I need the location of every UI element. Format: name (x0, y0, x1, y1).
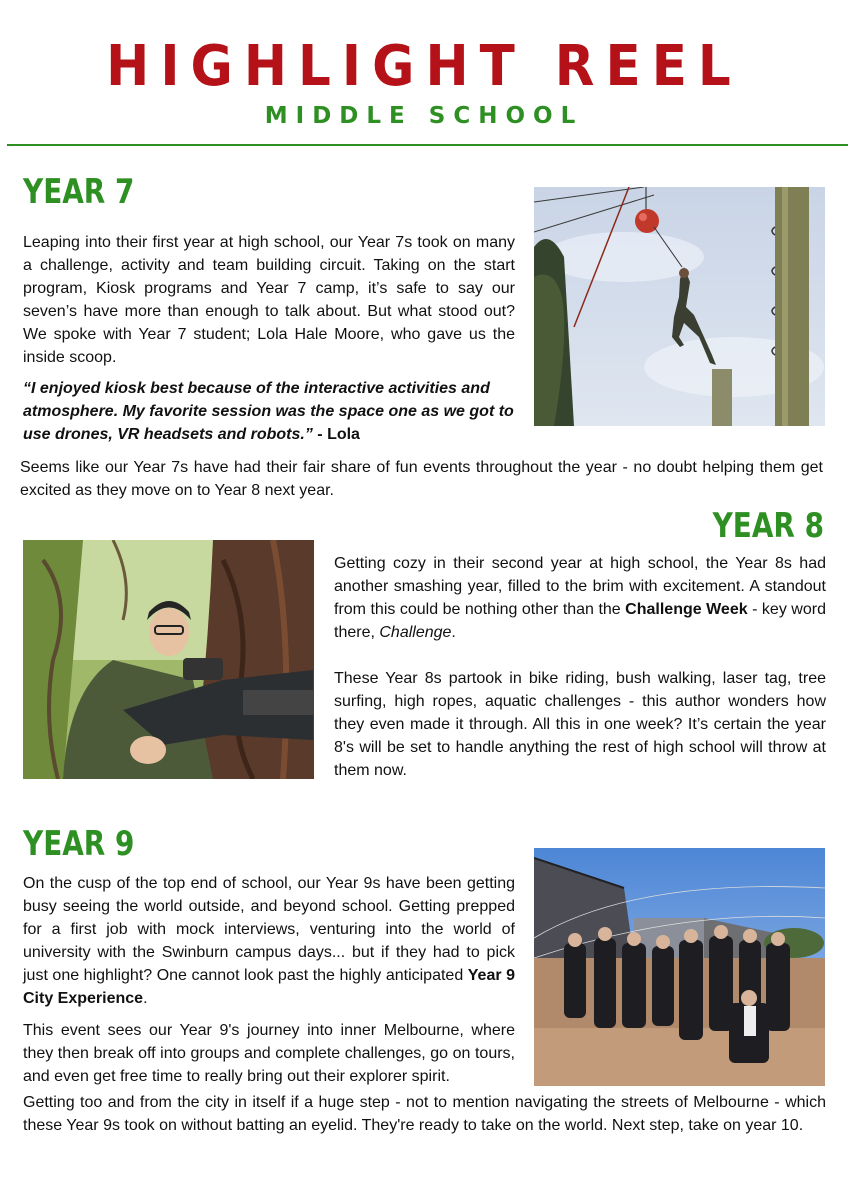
challenge-week-emphasis: Challenge Week (625, 601, 748, 618)
header-divider (7, 144, 848, 146)
year8-text (334, 552, 826, 782)
year8-para1-mid: - key word there, (334, 601, 826, 641)
city-experience-emphasis: Year 9 City Experience (23, 967, 516, 1007)
city-group-photo (534, 848, 825, 1086)
year8-heading: YEAR 8 (712, 506, 824, 546)
year9-para1 (23, 872, 515, 1010)
year8-para2: These Year 8s partook in bike riding, bush walking, laser tag, tree surfing, high ropes, aquatic challenges - this author wonders how they even made it through. All this in one week? It’s certain the year 8's will be set to handle anything the rest of high school will throw at them now. (334, 670, 826, 779)
page-subtitle: MIDDLE SCHOOL (264, 103, 584, 129)
year7-heading: YEAR 7 (23, 172, 135, 212)
page-title: HIGHLIGHT REEL (106, 34, 742, 99)
year7-quote-text: “I enjoyed kiosk best because of the interactive activities and atmosphere. My favorite session was the space one as we got to use drones, VR headsets and robots.” (23, 380, 514, 443)
high-ropes-photo (534, 187, 825, 426)
year9-para3: Getting too and from the city in itself if a huge step - not to mention navigating the streets of Melbourne - which these Year 9s took on without batting an eyelid. They're ready to take on the world. Next step, take on year 10. (23, 1094, 826, 1134)
year7-intro: Leaping into their first year at high school, our Year 7s took on many a challenge, activity and team building circuit. Taking on the start program, Kiosk programs and Year 7 camp, it’s safe to say our seven’s have more than enough to talk about. But what stood out? We spoke with Year 7 student; Lola Hale Moore, who gave us the inside scoop. (23, 234, 515, 366)
year9-heading: YEAR 9 (23, 824, 135, 864)
year9-para1-start: On the cusp of the top end of school, our Year 9s have been getting busy seeing the world outside, and beyond school. Getting prepped for a first job with mock interviews, venturing into the world of university with the Swinburn campus days... but if they had to pick just one highlight? One cannot look past the highly anticipated (23, 875, 515, 984)
challenge-italic: Challenge (379, 624, 452, 641)
year9-para1-end: . (143, 990, 148, 1007)
year9-text (23, 872, 515, 1088)
year8-para1 (334, 552, 826, 644)
laser-tag-photo (23, 540, 314, 779)
year8-para1-start: Getting cozy in their second year at high school, the Year 8s had another smashing year, filled to the brim with excitement. A standout from this could be nothing other than the (334, 555, 826, 618)
year8-para1-end: . (451, 624, 456, 641)
year7-quote (23, 377, 515, 446)
year7-quote-attribution: - Lola (312, 426, 360, 443)
year9-para2: This event sees our Year 9's journey into inner Melbourne, where they then break off into groups and complete challenges, go on tours, and even get free time to really bring out their explorer spirit. (23, 1022, 515, 1085)
year7-closing: Seems like our Year 7s have had their fair share of fun events throughout the year - no doubt helping them get excited as they move on to Year 8 next year. (20, 459, 823, 499)
